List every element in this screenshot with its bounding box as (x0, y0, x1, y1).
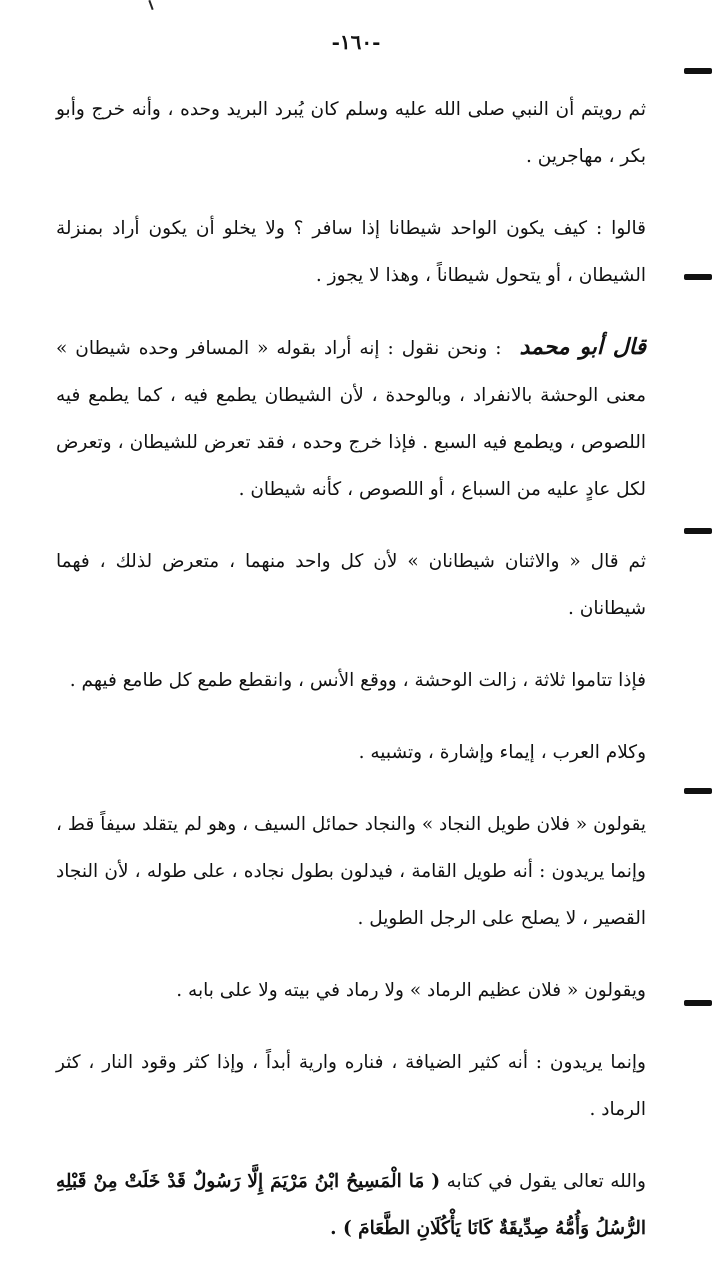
paragraph-3 (56, 324, 646, 513)
paragraph-8 (56, 967, 646, 1014)
paragraph-text: يقولون « فلان طويل النجاد » والنجاد حمائل السيف ، وهو لم يتقلد سيفاً قط ، وإنما يريدون : أنه طويل القامة ، فيدلون بطول نجاده ، على طوله ، لأن النجاد القصير ، لا يصلح على الرجل الطويل . (56, 814, 646, 929)
page-number: -١٦٠- (331, 30, 381, 54)
paragraph-6 (56, 729, 646, 776)
paragraph-text: فإذا تتاموا ثلاثة ، زالت الوحشة ، ووقع الأنس ، وانقطع طمع كل طامع فيهم . (69, 670, 646, 691)
page-edge-mark (684, 274, 712, 280)
page-edge-mark (684, 68, 712, 74)
paragraph-text: وكلام العرب ، إيماء وإشارة ، وتشبيه . (358, 742, 646, 763)
paragraph-5 (56, 657, 646, 704)
paragraph-7 (56, 801, 646, 942)
paragraph-text: ثم رويتم أن النبي صلى الله عليه وسلم كان يُبرد البريد وحده ، وأنه خرج وأبو بكر ، مهاجرين . (56, 99, 646, 167)
page-edge-mark (684, 788, 712, 794)
paragraph-1 (56, 86, 646, 180)
section-heading: قال أبو محمد (519, 335, 646, 360)
paragraph-9 (56, 1039, 646, 1133)
scan-mark (148, 0, 153, 10)
page-edge-mark (684, 528, 712, 534)
paragraph-text: والله تعالى يقول في كتابه (446, 1171, 646, 1192)
paragraph-text: قالوا : كيف يكون الواحد شيطانا إذا سافر ؟ ولا يخلو أن يكون أراد بمنزلة الشيطان ، أو يتحول شيطاناً ، وهذا لا يجوز . (56, 218, 646, 286)
quran-verse: ( مَا الْمَسِيحُ ابْنُ مَرْيَمَ إِلَّا رَسُولٌ قَدْ خَلَتْ مِنْ قَبْلِهِ الرُّسُلُ وَأُمُّهُ صِدِّيقَةٌ كَانَا يَأْكُلَانِ الطَّعَامَ ) . (56, 1171, 646, 1239)
paragraph-4 (56, 538, 646, 632)
paragraph-text: وإنما يريدون : أنه كثير الضيافة ، فناره وارية أبداً ، وإذا كثر وقود النار ، كثر الرماد . (56, 1052, 646, 1120)
body-text (56, 86, 646, 1277)
paragraph-text: : ونحن نقول : إنه أراد بقوله « المسافر وحده شيطان » معنى الوحشة بالانفراد ، وبالوحدة ، لأن الشيطان يطمع فيه ، كما يطمع فيه اللصوص ، ويطمع فيه السبع . فإذا خرج وحده ، فقد تعرض للشيطان ، وتعرض لكل عادٍ عليه من السباع ، أو اللصوص ، كأنه شيطان . (56, 338, 646, 500)
paragraph-text: ثم قال « والاثنان شيطانان » لأن كل واحد منهما ، متعرض لذلك ، فهما شيطانان . (56, 551, 646, 619)
paragraph-text: ويقولون « فلان عظيم الرماد » ولا رماد في بيته ولا على بابه . (176, 980, 646, 1001)
paragraph-10 (56, 1158, 646, 1252)
page-edge-mark (684, 1000, 712, 1006)
paragraph-2 (56, 205, 646, 299)
